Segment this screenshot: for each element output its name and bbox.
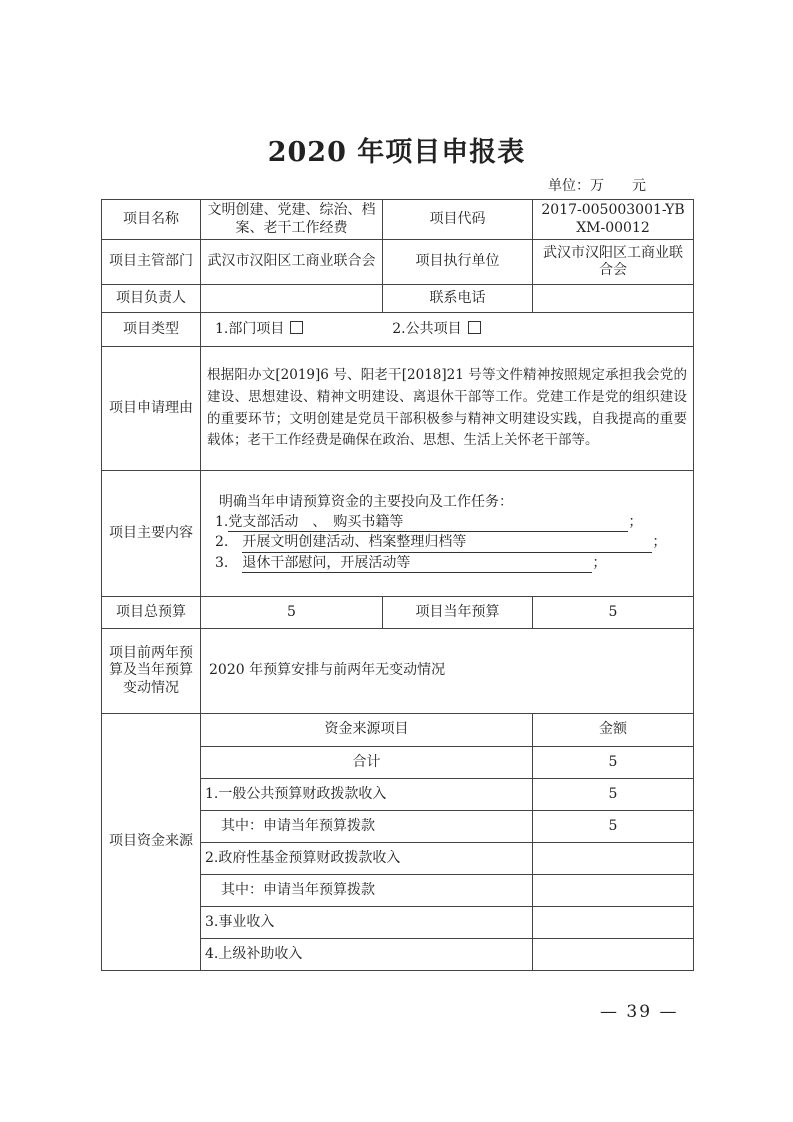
content-item-text: 退休干部慰问，开展活动等: [242, 555, 592, 574]
content-label: 项目主要内容: [102, 471, 201, 597]
fund-header-source: 资金来源项目: [201, 714, 533, 747]
project-name-label: 项目名称: [102, 200, 201, 240]
content-item-text: 开展文明创建活动、档案整理归档等: [242, 534, 652, 553]
total-budget-value: 5: [201, 597, 383, 629]
fund-header-amount: 金额: [533, 714, 694, 747]
fund-row-amount: [533, 843, 694, 875]
owner-label: 项目负责人: [102, 285, 201, 313]
fund-row-amount: 5: [533, 747, 694, 779]
phone-label: 联系电话: [383, 285, 533, 313]
fund-row-amount: [533, 875, 694, 907]
project-code-label: 项目代码: [383, 200, 533, 240]
reason-text: 根据阳办文[2019]6 号、阳老干[2018]21 号等文件精神按照规定承担我会党的建设、思想建设、精神文明建设、离退休干部等工作。党建工作是党的组织建设的重要环节；文明创建是党员干部积极参与精神文明建设实践，自我提高的重要载体；老干工作经费是确保在政治、思想、生活上关怀老干部等。: [201, 347, 694, 471]
fund-row-source: 3.事业收入: [201, 907, 533, 939]
budget-change-text: 2020 年预算安排与前两年无变动情况: [201, 629, 694, 714]
page-title: 2020 年项目申报表: [267, 137, 526, 168]
content-item-2: 2. 开展文明创建活动、档案整理归档等 ；: [215, 534, 689, 553]
exec-unit-value: 武汉市汉阳区工商业联合会: [533, 240, 694, 285]
fund-row-amount: 5: [533, 811, 694, 843]
fund-row-source: 合计: [201, 747, 533, 779]
year-budget-value: 5: [533, 597, 694, 629]
content-item-1: 1.党支部活动 、 购买书籍等 ；: [215, 514, 689, 533]
type-label: 项目类型: [102, 313, 201, 347]
fund-row-source: 其中：申请当年预算拨款: [201, 811, 533, 843]
project-name-value: 文明创建、党建、综治、档案、老干工作经费: [201, 200, 383, 240]
total-budget-label: 项目总预算: [102, 597, 201, 629]
budget-change-label: 项目前两年预算及当年预算变动情况: [102, 629, 201, 714]
project-form-table: [101, 199, 694, 971]
dept-label: 项目主管部门: [102, 240, 201, 285]
reason-label: 项目申请理由: [102, 347, 201, 471]
content-item-3: 3. 退休干部慰问，开展活动等 ；: [215, 555, 689, 574]
fund-row-source: 其中：申请当年预算拨款: [201, 875, 533, 907]
fund-row-source: 2.政府性基金预算财政拨款收入: [201, 843, 533, 875]
content-item-text: 党支部活动 、 购买书籍等: [228, 514, 628, 533]
dept-value: 武汉市汉阳区工商业联合会: [201, 240, 383, 285]
checkbox-icon[interactable]: [468, 321, 481, 334]
fund-row-source: 4.上级补助收入: [201, 939, 533, 971]
checkbox-icon[interactable]: [290, 321, 303, 334]
type-options: [201, 313, 694, 347]
fund-row-amount: [533, 907, 694, 939]
fund-source-label: 项目资金来源: [102, 714, 201, 971]
content-intro: 明确当年申请预算资金的主要投向及工作任务：: [219, 494, 513, 510]
unit-label: 单位：万 元: [548, 178, 646, 194]
page-number: — 39 —: [600, 1002, 679, 1022]
fund-row-amount: 5: [533, 779, 694, 811]
fund-row-source: 1.一般公共预算财政拨款收入: [201, 779, 533, 811]
year-budget-label: 项目当年预算: [383, 597, 533, 629]
exec-unit-label: 项目执行单位: [383, 240, 533, 285]
project-code-value: 2017-005003001-YBXM-00012: [533, 200, 694, 240]
type-option-public: 2.公共项目: [392, 320, 462, 337]
owner-value: [201, 285, 383, 313]
fund-row-amount: [533, 939, 694, 971]
content-cell: [201, 471, 694, 597]
type-option-dept: 1.部门项目: [215, 320, 285, 337]
phone-value: [533, 285, 694, 313]
